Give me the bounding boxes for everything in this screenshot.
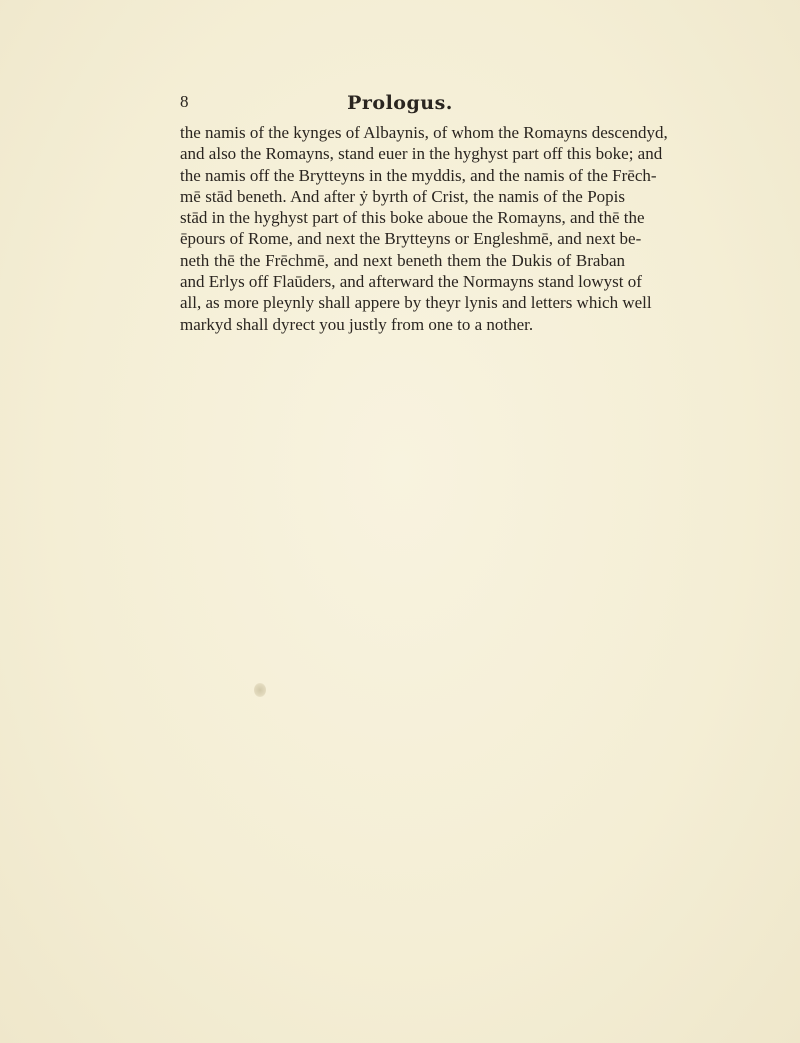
text-line: neth thē the Frēchmē, and next beneth them the Dukis of Braban xyxy=(180,250,625,270)
text-line: mē stād beneth. And after ẏ byrth of Crist, the namis of the Popis xyxy=(180,186,625,206)
page-number: 8 xyxy=(180,92,189,111)
text-line: and Erlys off Flaūders, and afterward the Normayns stand lowyst of xyxy=(180,272,642,292)
text-line: the namis off the Brytteyns in the myddis, and the namis of the Frēch- xyxy=(180,165,657,185)
text-line: the namis of the kynges of Albaynis, of whom the Romayns descendyd, xyxy=(180,123,668,142)
paper-stain xyxy=(254,683,266,697)
text-line: markyd shall dyrect you justly from one to a nother. xyxy=(180,314,534,334)
text-line: ēpours of Rome, and next the Brytteyns or Engleshmē, and next be- xyxy=(180,229,642,249)
text-line: and also the Romayns, stand euer in the hyghyst part off this boke; and xyxy=(180,144,663,164)
page-header xyxy=(0,92,800,116)
text-line: stād in the hyghyst part of this boke aboue the Romayns, and thē the xyxy=(180,208,645,228)
body-paragraph xyxy=(180,122,668,335)
running-head: Prologus. xyxy=(347,92,453,114)
text-line: all, as more pleynly shall appere by theyr lynis and letters which well xyxy=(180,293,652,313)
